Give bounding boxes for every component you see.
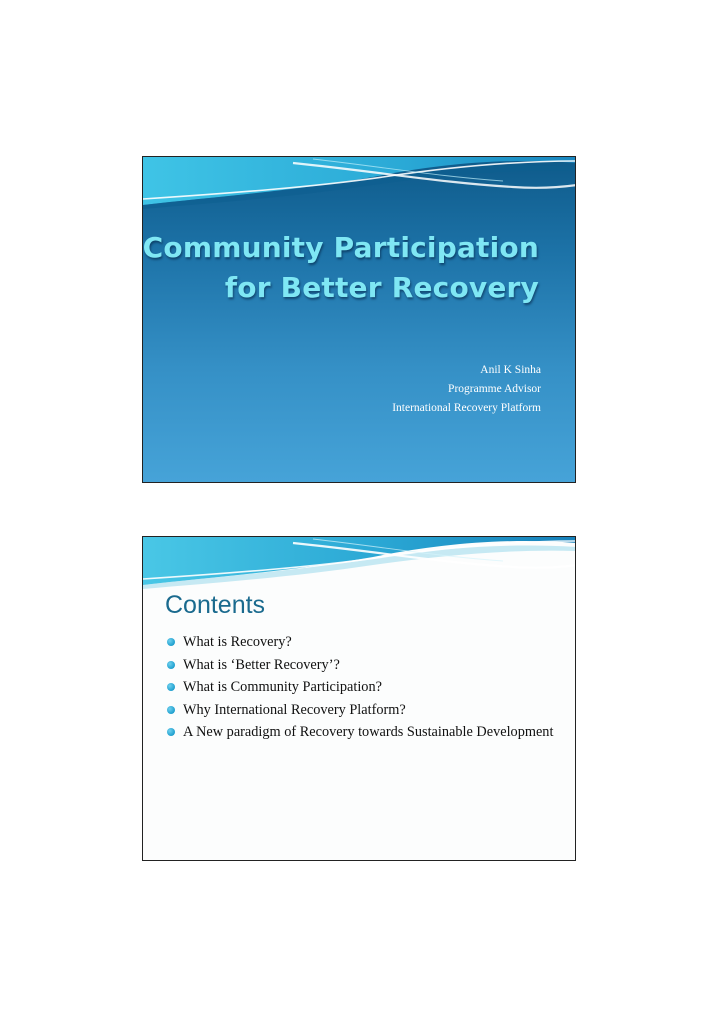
list-item-text: What is Community Participation? bbox=[183, 679, 382, 695]
list-item bbox=[167, 721, 562, 744]
bullet-icon bbox=[167, 706, 175, 714]
list-item-text: What is Recovery? bbox=[183, 634, 292, 650]
bullet-icon bbox=[167, 728, 175, 736]
slide-header-swoosh bbox=[143, 157, 576, 217]
presenter-organization: International Recovery Platform bbox=[392, 402, 541, 414]
contents-list bbox=[167, 631, 562, 744]
bullet-icon bbox=[167, 661, 175, 669]
list-item bbox=[167, 676, 562, 699]
presenter-name: Anil K Sinha bbox=[480, 364, 541, 376]
contents-heading: Contents bbox=[165, 591, 266, 619]
slide-title-line-1: Community Participation bbox=[142, 231, 539, 264]
title-slide bbox=[142, 156, 576, 483]
list-item bbox=[167, 699, 562, 722]
list-item bbox=[167, 654, 562, 677]
list-item-text: A New paradigm of Recovery towards Sustainable Development bbox=[183, 724, 554, 740]
list-item bbox=[167, 631, 562, 654]
list-item-text: What is ‘Better Recovery’? bbox=[183, 656, 340, 673]
presenter-role: Programme Advisor bbox=[448, 383, 541, 395]
slide-title-line-2: for Better Recovery bbox=[224, 271, 539, 304]
list-item-text: Why International Recovery Platform? bbox=[183, 701, 406, 718]
bullet-icon bbox=[167, 683, 175, 691]
contents-slide bbox=[142, 536, 576, 861]
slide-header-swoosh bbox=[143, 537, 576, 597]
bullet-icon bbox=[167, 638, 175, 646]
